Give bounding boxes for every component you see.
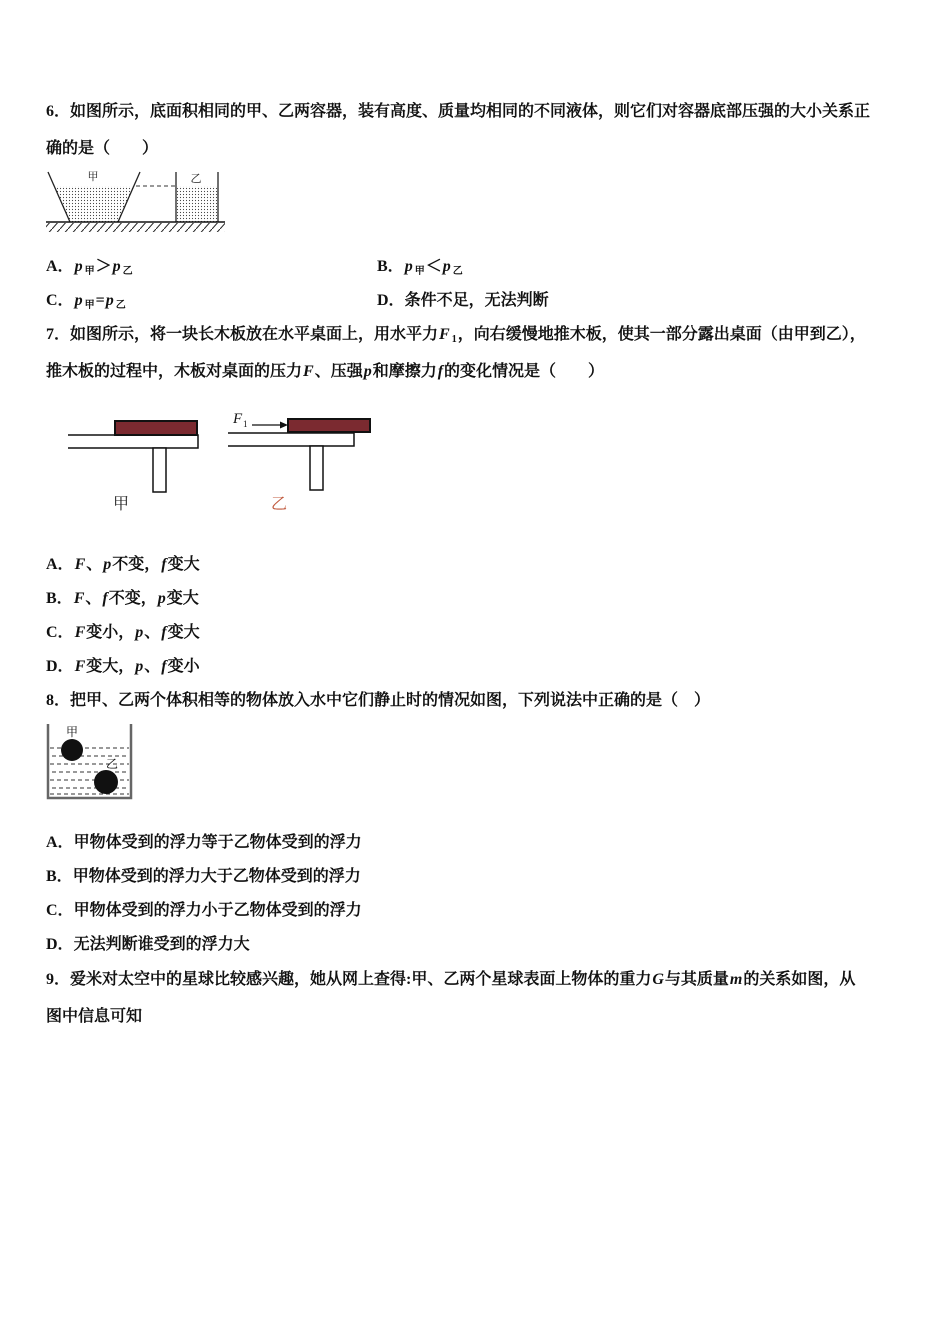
q8-option-d xyxy=(46,935,250,955)
stem-text: 与其质量 xyxy=(664,971,729,988)
q8-figure-beaker xyxy=(44,720,136,804)
option-letter: D． xyxy=(46,658,74,675)
q6-option-a xyxy=(46,257,134,279)
ground-hatching xyxy=(46,223,225,232)
q8-stem-line1: 8．把甲、乙两个体积相等的物体放入水中它们静止时的情况如图，下列说法中正确的是（ ） xyxy=(46,692,711,709)
q7-option-a xyxy=(46,555,200,575)
q7-option-b xyxy=(46,589,199,609)
subscript-a: 甲 xyxy=(414,266,425,277)
force-subscript: 1 xyxy=(451,334,457,345)
subscript-b: 乙 xyxy=(452,266,463,277)
beaker-outline xyxy=(48,724,131,798)
pressure-symbol: p xyxy=(74,292,83,309)
pressure-symbol: p xyxy=(442,258,451,275)
option-var: F xyxy=(74,658,86,675)
var-gravity: G xyxy=(652,971,664,988)
board-a xyxy=(115,421,197,435)
state-a-label: 甲 xyxy=(112,496,130,513)
object-b-label: 乙 xyxy=(105,757,119,771)
relation-symbol: ＞ xyxy=(95,258,112,275)
option-text: 甲物体受到的浮力等于乙物体受到的浮力 xyxy=(73,834,362,851)
q9-stem-line2: 图中信息可知 xyxy=(46,1008,143,1025)
q8-option-c xyxy=(46,901,362,921)
pressure-symbol: p xyxy=(112,258,121,275)
q8-option-b xyxy=(46,867,361,887)
subscript-a: 甲 xyxy=(84,266,95,277)
option-letter: C． xyxy=(46,292,74,309)
option-letter: C． xyxy=(46,624,74,641)
q7-stem-line1 xyxy=(46,325,866,347)
relation-symbol: = xyxy=(95,292,105,309)
option-text: 变小 xyxy=(167,658,200,675)
option-text: 变大， xyxy=(86,658,135,675)
board-b xyxy=(288,419,370,432)
container-a-label: 甲 xyxy=(87,171,99,183)
option-letter: C． xyxy=(46,902,74,919)
option-letter: A． xyxy=(46,834,74,851)
option-letter: A． xyxy=(46,556,74,573)
option-var: f xyxy=(102,590,108,607)
table-b-leg xyxy=(310,446,323,490)
var-friction: f xyxy=(437,363,444,380)
option-text: 、 xyxy=(144,658,161,675)
option-text: 不变， xyxy=(112,556,161,573)
option-text: 变大 xyxy=(166,590,199,607)
container-b-label: 乙 xyxy=(190,173,202,185)
q9-stem-line1 xyxy=(46,970,855,990)
option-letter: D． xyxy=(377,292,405,309)
stem-text: 、压强 xyxy=(314,363,363,380)
table-b-top xyxy=(228,433,354,446)
option-text: 、 xyxy=(144,624,161,641)
q7-option-c xyxy=(46,623,200,643)
q6-stem-line2: 确的是（ ） xyxy=(46,140,159,157)
option-letter: B． xyxy=(377,258,404,275)
option-text: 、 xyxy=(86,556,103,573)
force-label: F xyxy=(233,411,243,427)
option-var: p xyxy=(157,590,166,607)
option-letter: B． xyxy=(46,868,73,885)
stem-text: 推木板的过程中，木板对桌面的压力 xyxy=(46,363,303,380)
var-mass: m xyxy=(729,971,743,988)
q7-stem-line2 xyxy=(46,362,604,382)
object-a-ball xyxy=(61,739,83,761)
pressure-symbol: p xyxy=(105,292,114,309)
option-text: 无法判断谁受到的浮力大 xyxy=(73,936,250,953)
option-var: p xyxy=(135,624,144,641)
state-b-label: 乙 xyxy=(270,496,288,513)
option-var: p xyxy=(103,556,112,573)
q8-option-a xyxy=(46,833,362,853)
object-b-ball xyxy=(94,770,118,794)
force-arrow-head xyxy=(280,422,288,429)
q6-option-c xyxy=(46,291,127,313)
option-var: F xyxy=(74,624,86,641)
option-text: 变大 xyxy=(167,556,200,573)
q7-figure-board-on-table xyxy=(60,405,380,515)
container-b-liquid xyxy=(177,186,217,222)
option-text: 、 xyxy=(85,590,102,607)
force-symbol: F xyxy=(439,326,450,343)
subscript-b: 乙 xyxy=(115,300,126,311)
q6-option-d xyxy=(377,291,549,311)
stem-text: ，向右缓慢地推木板，使其一部分露出桌面（由甲到乙）， xyxy=(457,326,866,343)
option-var: f xyxy=(161,624,167,641)
option-var: p xyxy=(135,658,144,675)
option-text: 甲物体受到的浮力大于乙物体受到的浮力 xyxy=(72,868,361,885)
table-a-top xyxy=(68,435,198,448)
subscript-a: 甲 xyxy=(84,300,95,311)
stem-text: 7．如图所示，将一块长木板放在水平桌面上，用水平力 xyxy=(46,326,439,343)
option-var: F xyxy=(73,590,85,607)
relation-symbol: ＜ xyxy=(425,258,442,275)
q7-option-d xyxy=(46,657,200,677)
option-letter: B． xyxy=(46,590,73,607)
pressure-symbol: p xyxy=(74,258,83,275)
option-text: 变大 xyxy=(167,624,200,641)
option-text: 甲物体受到的浮力小于乙物体受到的浮力 xyxy=(73,902,362,919)
option-text: 变小， xyxy=(86,624,135,641)
var-pressure-force: F xyxy=(303,363,314,380)
option-var: f xyxy=(161,556,167,573)
force-label-subscript: 1 xyxy=(243,419,248,429)
option-text: 条件不足，无法判断 xyxy=(404,292,549,309)
var-pressure: p xyxy=(363,363,372,380)
table-a-leg xyxy=(153,448,166,492)
object-a-label: 甲 xyxy=(65,725,79,739)
option-text: 不变， xyxy=(108,590,157,607)
option-var: f xyxy=(161,658,167,675)
stem-text: 和摩擦力 xyxy=(372,363,437,380)
q6-option-b xyxy=(377,257,464,279)
option-var: F xyxy=(74,556,86,573)
pressure-symbol: p xyxy=(404,258,413,275)
option-letter: D． xyxy=(46,936,74,953)
stem-text: 的关系如图，从 xyxy=(743,971,856,988)
stem-text: 的变化情况是（ ） xyxy=(444,363,605,380)
container-a-liquid xyxy=(54,186,134,222)
subscript-b: 乙 xyxy=(122,266,133,277)
q6-stem-line1: 6．如图所示，底面积相同的甲、乙两容器，装有高度、质量均相同的不同液体，则它们对容器底部压强的大小关系正 xyxy=(46,103,871,120)
stem-text: 9．爱米对太空中的星球比较感兴趣，她从网上查得:甲、乙两个星球表面上物体的重力 xyxy=(46,971,652,988)
q6-figure-containers xyxy=(44,166,230,238)
option-letter: A． xyxy=(46,258,74,275)
